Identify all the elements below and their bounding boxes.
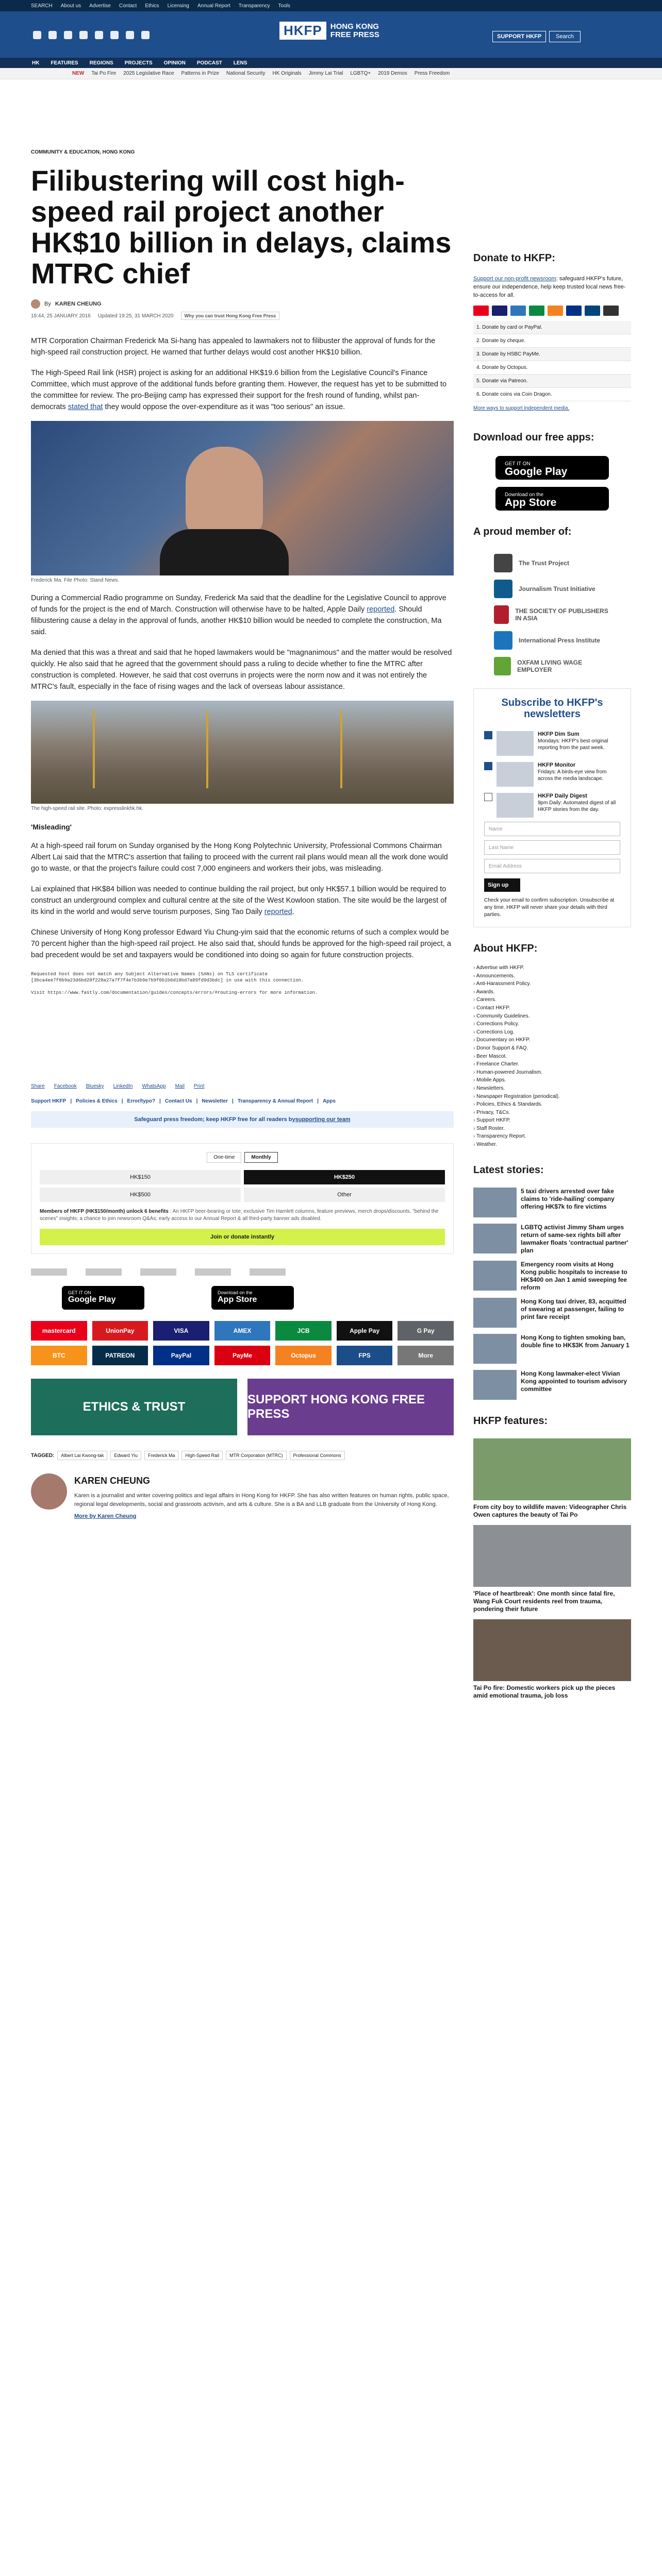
logo-name: HONG KONG FREE PRESS <box>330 22 379 39</box>
more-payments-icon[interactable]: More <box>398 1346 454 1365</box>
share-label: Share <box>31 1083 45 1089</box>
feature-image <box>473 1619 631 1681</box>
photo-crane <box>340 711 342 788</box>
ticker-item[interactable]: HK Originals <box>272 71 302 76</box>
ticker-item[interactable]: Patterns in Prize <box>181 71 219 76</box>
about-link[interactable]: › Donor Support & FAQ. <box>473 1044 631 1053</box>
top-utility-bar <box>0 0 662 11</box>
about-links <box>473 964 631 1149</box>
about-link[interactable]: › Mobile Apps. <box>473 1076 631 1084</box>
article-category[interactable]: COMMUNITY & EDUCATION, HONG KONG <box>31 149 135 155</box>
nav-item[interactable]: PROJECTS <box>124 60 153 66</box>
member-sopa[interactable]: THE SOCIETY OF PUBLISHERS IN ASIA <box>473 602 631 628</box>
newsletter-fine-print: Check your email to confirm subscription. Unsubscribe at any time. HKFP will never share your details with third parties. <box>484 897 615 918</box>
facebook-icon[interactable] <box>33 31 41 39</box>
toggle-one-time[interactable]: One-time <box>207 1152 241 1163</box>
byline-author[interactable]: KAREN CHEUNG <box>55 301 102 307</box>
article <box>31 149 454 1519</box>
topic-ticker <box>0 68 662 79</box>
about-link[interactable]: › Privacy, T&Cs. <box>473 1109 631 1117</box>
trust-link[interactable]: Why you can trust Hong Kong Free Press <box>181 312 280 320</box>
about-link[interactable]: › Contact HKFP. <box>473 1004 631 1012</box>
bluesky-icon[interactable] <box>95 31 103 39</box>
email-input[interactable]: Email Address <box>484 859 620 873</box>
feature-image <box>473 1438 631 1500</box>
frequency-toggle <box>40 1152 445 1163</box>
newsletter-option[interactable]: HKFP Monitor Fridays: A birds-eye view from across the media landscape. <box>484 762 620 787</box>
about-link[interactable]: › Anti-Harassment Policy. <box>473 980 631 988</box>
top-link[interactable]: Tools <box>278 3 290 9</box>
checkbox-checked-icon[interactable] <box>484 762 492 770</box>
tag[interactable]: Frederick Ma <box>144 1451 179 1460</box>
paragraph: Chinese University of Hong Kong professor Edward Yiu Chung-yim said that the economic returns of such a complex would be 70 percent higher than the high-speed rail project. He also said that, should funds be approved for the high-speed rail project, a bad precedent would be set and taxpayers would be conditioned into doing so again for future construction projects. <box>31 928 451 959</box>
payme-icon[interactable]: PayMe <box>214 1346 271 1365</box>
jti-logo <box>86 1268 122 1276</box>
amount-options <box>40 1170 445 1202</box>
logo-box: HKFP <box>279 22 326 40</box>
top-link[interactable]: Contact <box>119 3 137 9</box>
amount-option[interactable]: HK$500 <box>40 1188 241 1202</box>
ticker-item[interactable]: LGBTQ+ <box>350 71 371 76</box>
story-item[interactable]: 5 taxi drivers arrested over fake claims to 'ride-hailing' company offering HK$7k to fire victims <box>473 1188 631 1217</box>
ticker-label: NEW <box>72 71 85 76</box>
apple-pay-icon[interactable]: Apple Pay <box>337 1321 393 1341</box>
ticker-item[interactable]: Jimmy Lai Trial <box>308 71 343 76</box>
article-photo-rail-site <box>31 701 454 804</box>
story-item[interactable]: LGBTQ activist Jimmy Sham urges return of same-sex rights bill after lawmaker floats 'contractual partner' plan <box>473 1224 631 1255</box>
amount-option[interactable]: HK$150 <box>40 1170 241 1184</box>
story-item[interactable]: Emergency room visits at Hong Kong public hospitals to increase to HK$400 on Jan 1 amid sweeping fee reform <box>473 1261 631 1292</box>
apps-heading: Download our free apps: <box>473 432 594 443</box>
member-trust-project[interactable]: The Trust Project <box>473 550 631 576</box>
site-logo[interactable] <box>279 22 379 40</box>
member-oxfam[interactable]: OXFAM LIVING WAGE EMPLOYER <box>473 653 631 679</box>
join-donate-button[interactable]: Join or donate instantly <box>40 1229 445 1245</box>
donate-link[interactable]: Support our non-profit newsroom <box>473 276 556 282</box>
toggle-monthly[interactable]: Monthly <box>244 1152 277 1163</box>
feature-item[interactable]: 'Place of heartbreak': One month since fatal fire, Wang Fuk Court residents reel from trauma, pondering their future <box>473 1525 631 1613</box>
first-name-input[interactable]: Name <box>484 822 620 836</box>
about-link[interactable]: › Policies, Ethics & Standards. <box>473 1100 631 1109</box>
byline-by: By <box>44 301 51 307</box>
nav-item[interactable]: HK <box>32 60 40 66</box>
ticker-item[interactable]: National Security <box>226 71 266 76</box>
photo-caption: The high-speed rail site. Photo: expresslinkhk.hk. <box>31 806 143 811</box>
about-link[interactable]: › Staff Roster. <box>473 1125 631 1133</box>
nav-item[interactable]: REGIONS <box>89 60 113 66</box>
newsletter-thumb <box>496 731 534 756</box>
threads-icon[interactable] <box>79 31 88 39</box>
story-thumb <box>473 1370 517 1400</box>
top-link[interactable]: Licensing <box>167 3 189 9</box>
newsletter-thumb <box>496 793 534 818</box>
card-logo <box>603 306 619 316</box>
published-date: 19:44, 25 JANUARY 2016 <box>31 313 91 319</box>
donate-heading: Donate to HKFP: <box>473 252 555 264</box>
story-thumb <box>473 1298 517 1328</box>
story-item[interactable]: Hong Kong taxi driver, 83, acquitted of swearing at passenger, failing to print fare receipt <box>473 1298 631 1328</box>
app-store-row <box>31 1286 454 1310</box>
card-logo <box>548 306 563 316</box>
inline-link[interactable]: reported <box>264 908 292 916</box>
amount-option-selected[interactable]: HK$250 <box>244 1170 445 1184</box>
x-icon[interactable] <box>48 31 57 39</box>
inline-link[interactable]: reported <box>367 605 395 614</box>
checkbox-checked-icon[interactable] <box>484 731 492 739</box>
donation-option[interactable]: 2. Donate by cheque. <box>473 334 631 348</box>
top-link[interactable]: Advertise <box>89 3 111 9</box>
bitcoin-icon[interactable]: BTC <box>31 1346 87 1365</box>
google-play-badge-large[interactable]: GET IT ON Google Play <box>495 456 609 480</box>
ticker-item[interactable]: 2025 Legislative Race <box>123 71 174 76</box>
about-link[interactable]: › Beer Mascot. <box>473 1053 631 1061</box>
donation-options <box>473 321 631 401</box>
google-pay-icon[interactable]: G Pay <box>398 1321 454 1341</box>
story-item[interactable]: Hong Kong to tighten smoking ban, double fine to HK$3K from January 1 <box>473 1334 631 1364</box>
share-bar <box>31 1083 454 1089</box>
ticker-item[interactable]: Press Freedom <box>414 71 450 76</box>
author-box <box>31 1473 454 1519</box>
membership-blurb: Members of HKFP (HK$150/month) unlock 6 benefits : An HKFP beer-bearing or tote; exclusive Tim Hamlett columns, feature previews, merch drops/discounts, "behind the scenes" insights; a chance to join newsroom Q&As; early access to our Annual Report & all third-party banner ads disabled. <box>40 1209 439 1222</box>
oxfam-logo <box>250 1268 286 1276</box>
amount-option[interactable]: Other <box>244 1188 445 1202</box>
youtube-icon[interactable] <box>110 31 119 39</box>
about-link[interactable]: › Corrections Log. <box>473 1028 631 1037</box>
feature-image <box>473 1525 631 1587</box>
about-link[interactable]: › Newsletters. <box>473 1084 631 1093</box>
top-link[interactable]: Annual Report <box>197 3 230 9</box>
share-mail[interactable]: Mail <box>175 1083 185 1089</box>
google-play-badge[interactable]: GET IT ON Google Play <box>62 1286 144 1310</box>
card-logo <box>510 306 526 316</box>
inline-link[interactable]: stated that <box>68 403 103 411</box>
nav-item[interactable]: OPINION <box>163 60 186 66</box>
latest-heading: Latest stories: <box>473 1164 544 1176</box>
about-link[interactable]: › Newspaper Registration (periodical). <box>473 1093 631 1101</box>
paragraph: The High-Speed Rail link (HSR) project is asking for an additional HK$19.6 billion from the Legislative Council's Finance Committee, which must approve of the additional funds before granting them. However, the request has yet to be submitted to the committee for review. The pro-Beijing camp has expressed their support for the fresh round of funding, whilst pan-democrats stated that they would oppose the over-expenditure as it was "too serious" an issue. <box>31 369 447 411</box>
paragraph: At a high-speed rail forum on Sunday organised by the Hong Kong Polytechnic University, Professional Commons Chairman Albert Lai said that the MTRC's assertion that failing to proceed with the current rail plans would mean all the work done would go to waste, or that the project's failure could cost 7,000 engineers and workers their jobs, was misleading. <box>31 842 448 873</box>
footer-link[interactable]: Policies & Ethics <box>76 1098 118 1104</box>
share-whatsapp[interactable]: WhatsApp <box>142 1083 166 1089</box>
last-name-input[interactable]: Last Name <box>484 840 620 855</box>
author-bio: Karen is a journalist and writer covering politics and legal affairs in Hong Kong for HKFP. She has also written features on human rights, public space, regional legal developments, social and grassroots activism, and arts & culture. She is a BA and LLB graduate from the University of Hong Kong. <box>74 1493 449 1507</box>
mastercard-icon[interactable]: mastercard <box>31 1321 87 1341</box>
main-nav <box>0 58 662 68</box>
card-logo <box>492 306 507 316</box>
partner-logos-row <box>31 1268 454 1276</box>
photo-crane <box>206 711 208 788</box>
donation-option[interactable]: 3. Donate by HSBC PayMe. <box>473 348 631 361</box>
app-store-badge[interactable]: Download on the App Store <box>211 1286 294 1310</box>
tag[interactable]: Albert Lai Kwong-tak <box>57 1451 107 1460</box>
about-heading: About HKFP: <box>473 943 538 954</box>
footer-link[interactable]: Error/typo? <box>127 1098 155 1104</box>
share-print[interactable]: Print <box>193 1083 205 1089</box>
embed-error-message: Requested host does not match any Subject Alternative Names (SANs) on TLS certificate [3bca4ee7f8b9a23d6bd28f228a27a7f7f4e7b3b9e7b9f0b1b6d18bd7a09fd9d3bdc] in use with this connection. Visit https://www.fastly.com/documentation/guides/concepts/errors/#routing-errors for more information. <box>31 972 318 995</box>
fps-icon[interactable]: FPS <box>337 1346 393 1365</box>
about-link[interactable]: › Support HKFP. <box>473 1116 631 1125</box>
about-link[interactable]: › Community Guidelines. <box>473 1012 631 1021</box>
latest-stories <box>473 1188 631 1400</box>
card-logo <box>585 306 600 316</box>
photo-caption: Frederick Ma. File Photo: Stand News. <box>31 578 120 583</box>
newsletter-heading: Subscribe to HKFP's newsletters <box>501 697 603 720</box>
more-ways-link[interactable]: More ways to support independent media. <box>473 405 570 411</box>
features-heading: HKFP features: <box>473 1415 548 1427</box>
story-thumb <box>473 1334 517 1364</box>
rss-icon[interactable] <box>141 31 150 39</box>
support-hkfp-button[interactable]: SUPPORT HKFP <box>492 31 546 42</box>
member-ipi[interactable]: International Press Institute <box>473 628 631 653</box>
member-logos <box>473 550 631 679</box>
octopus-icon[interactable]: Octopus <box>275 1346 332 1365</box>
author-avatar <box>31 299 40 309</box>
jcb-icon[interactable]: JCB <box>275 1321 332 1341</box>
signup-button[interactable]: Sign up <box>484 878 520 892</box>
feature-item[interactable]: From city boy to wildlife maven: Videographer Chris Owen captures the beauty of Tai Po <box>473 1438 631 1519</box>
ticker-item[interactable]: 2019 Demos <box>378 71 407 76</box>
paragraph: Lai explained that HK$84 billion was needed to continue building the rail project, but only HK$57.1 billion would be required to construct an underground complex and cultural centre at the site of the West Kowloon station. The site would be the largest of its kind in the world and would serve tourism purposes, Sing Tao Daily reported. <box>31 885 447 916</box>
about-link[interactable]: › Careers. <box>473 996 631 1004</box>
nav-item[interactable]: LENS <box>233 60 247 66</box>
story-item[interactable]: Hong Kong lawmaker-elect Vivian Kong appointed to tourism advisory committee <box>473 1370 631 1400</box>
tag[interactable]: Edward Yiu <box>110 1451 141 1460</box>
author-photo <box>31 1473 67 1510</box>
promo-banners <box>31 1379 454 1435</box>
donation-option[interactable]: 4. Donate by Octopus. <box>473 361 631 375</box>
about-link[interactable]: › Human-powered Journalism. <box>473 1069 631 1077</box>
paragraph: During a Commercial Radio programme on Sunday, Frederick Ma said that the deadline for the Legislative Council to approve of funds for the project is the end of March. Construction will otherwise have to be halted, Apple Daily reported. Should filibustering cause a delay in the approval of funds, another HK$10 billion would be needed to complete the construction, Ma said. <box>31 594 446 636</box>
newsletter-option[interactable]: HKFP Daily Digest 9pm Daily: Automated digest of all HKFP stories from the day. <box>484 793 620 818</box>
sidebar <box>473 252 631 1700</box>
donate-text: Support our non-profit newsroom: safeguard HKFP's future, ensure our independence, help keep trusted local news free-to-access for all. <box>473 276 626 298</box>
visa-icon[interactable]: VISA <box>153 1321 209 1341</box>
tags-label: TAGGED: <box>31 1452 55 1459</box>
nav-item[interactable]: FEATURES <box>51 60 78 66</box>
top-link[interactable]: SEARCH <box>31 3 53 9</box>
about-link[interactable]: › Transparency Report. <box>473 1132 631 1141</box>
article-dates <box>31 312 454 320</box>
sopa-logo <box>140 1268 176 1276</box>
search-button[interactable]: Search <box>549 31 581 42</box>
footer-link[interactable]: Contact Us <box>164 1098 192 1104</box>
member-jti[interactable]: Journalism Trust Initiative <box>473 576 631 602</box>
newsletter-box <box>473 688 631 927</box>
unionpay-icon[interactable]: UnionPay <box>92 1321 148 1341</box>
article-tags <box>31 1451 454 1460</box>
story-thumb <box>473 1261 517 1291</box>
support-hkfp-banner[interactable]: SUPPORT HONG KONG FREE PRESS <box>247 1379 454 1435</box>
footer-link[interactable]: Transparency & Annual Report <box>237 1098 313 1104</box>
about-link[interactable]: › Corrections Policy. <box>473 1020 631 1028</box>
more-by-author-link[interactable]: More by Karen Cheung <box>74 1513 137 1519</box>
ticker-item[interactable]: Tai Po Fire <box>91 71 117 76</box>
card-logo <box>529 306 544 316</box>
story-thumb <box>473 1224 517 1253</box>
tag[interactable]: High-Speed Rail <box>181 1451 223 1460</box>
tag[interactable]: MTR Corporation (MTRC) <box>226 1451 287 1460</box>
newsletter-thumb <box>496 762 534 787</box>
social-icons <box>33 31 150 39</box>
masthead <box>0 11 662 68</box>
payment-methods <box>31 1321 454 1365</box>
donation-option[interactable]: 6. Donate coins via Coin Dragon. <box>473 388 631 401</box>
about-link[interactable]: › Freelance Charter. <box>473 1060 631 1069</box>
trust-project-logo <box>31 1268 67 1276</box>
article-photo-frederick-ma <box>31 421 454 575</box>
article-body <box>31 335 454 996</box>
article-title: Filibustering will cost high-speed rail project another HK$10 billion in delays, claims MTRC chief <box>31 164 452 290</box>
footer-link[interactable]: Support HKFP <box>31 1098 67 1104</box>
paypal-icon[interactable]: PayPal <box>153 1346 209 1365</box>
about-link[interactable]: › Weather. <box>473 1141 631 1149</box>
nav-item[interactable]: PODCAST <box>196 60 222 66</box>
about-link[interactable]: › Advertise with HKFP. <box>473 964 631 972</box>
byline <box>31 299 454 309</box>
donation-widget <box>31 1143 454 1254</box>
footer-link[interactable]: Newsletter <box>202 1098 228 1104</box>
top-link[interactable]: About us <box>60 3 81 9</box>
footer-link[interactable]: Apps <box>322 1098 336 1104</box>
card-logo <box>473 306 489 316</box>
support-banner: Safeguard press freedom; keep HKFP free for all readers by supporting our team <box>31 1111 454 1128</box>
donation-option[interactable]: 5. Donate via Patreon. <box>473 375 631 388</box>
photo-crane <box>93 711 95 788</box>
tag[interactable]: Professional Commons <box>290 1451 345 1460</box>
author-name[interactable]: KAREN CHEUNG <box>74 1476 151 1486</box>
top-link[interactable]: Transparency <box>238 3 270 9</box>
section-subhead: 'Misleading' <box>31 823 72 831</box>
ethics-trust-banner[interactable]: ETHICS & TRUST <box>31 1379 237 1435</box>
feature-stories <box>473 1438 631 1700</box>
paragraph: Ma denied that this was a threat and said that he hoped lawmakers would be "magnanimous" and the matter would be resolved quickly. He also said that he agreed that the government should pass a ruling to decide whether to fine the MTRC after construction is completed. However, he said that cost overruns in projects were the norm now and it was not entirely the MTRC's fault, especially in the face of rising wages and the lack of overseas labour assistance. <box>31 649 452 691</box>
about-link[interactable]: › Announcements. <box>473 972 631 980</box>
article-footer-links: Support HKFP | Policies & Ethics | Error/typo? | Contact Us | Newsletter | Transparency & Annual Report | Apps <box>31 1098 336 1104</box>
share-linkedin[interactable]: LinkedIn <box>113 1083 133 1089</box>
proud-member-heading: A proud member of: <box>473 526 572 537</box>
newsletter-option[interactable]: HKFP Dim Sum Mondays: HKFP's best original reporting from the past week. <box>484 731 620 756</box>
photo-subject <box>186 447 263 539</box>
support-banner-link[interactable]: supporting our team <box>295 1116 351 1123</box>
instagram-icon[interactable] <box>64 31 72 39</box>
patreon-icon[interactable]: PATREON <box>92 1346 148 1365</box>
checkbox-unchecked-icon[interactable] <box>484 793 492 801</box>
share-facebook[interactable]: Facebook <box>54 1083 77 1089</box>
updated-date: Updated 19:25, 31 MARCH 2020 <box>97 313 174 319</box>
about-link[interactable]: › Awards. <box>473 988 631 996</box>
share-bluesky[interactable]: Bluesky <box>86 1083 104 1089</box>
about-link[interactable]: › Documentary on HKFP. <box>473 1036 631 1044</box>
donation-option[interactable]: 1. Donate by card or PayPal. <box>473 321 631 334</box>
top-link[interactable]: Ethics <box>145 3 159 9</box>
card-logos <box>473 306 631 316</box>
photo-subject-body <box>160 529 289 575</box>
card-logo <box>566 306 582 316</box>
paragraph: MTR Corporation Chairman Frederick Ma Si-hang has appealed to lawmakers not to filibuster the approval of funds for the high-speed rail construction project. He warned that further delays would cost another HK$10 billion. <box>31 337 436 357</box>
app-store-badge-large[interactable]: Download on the App Store <box>495 487 609 511</box>
linkedin-icon[interactable] <box>126 31 134 39</box>
ipi-logo <box>195 1268 231 1276</box>
amex-icon[interactable]: AMEX <box>214 1321 271 1341</box>
story-thumb <box>473 1188 517 1217</box>
feature-item[interactable]: Tai Po fire: Domestic workers pick up the pieces amid emotional trauma, job loss <box>473 1619 631 1700</box>
